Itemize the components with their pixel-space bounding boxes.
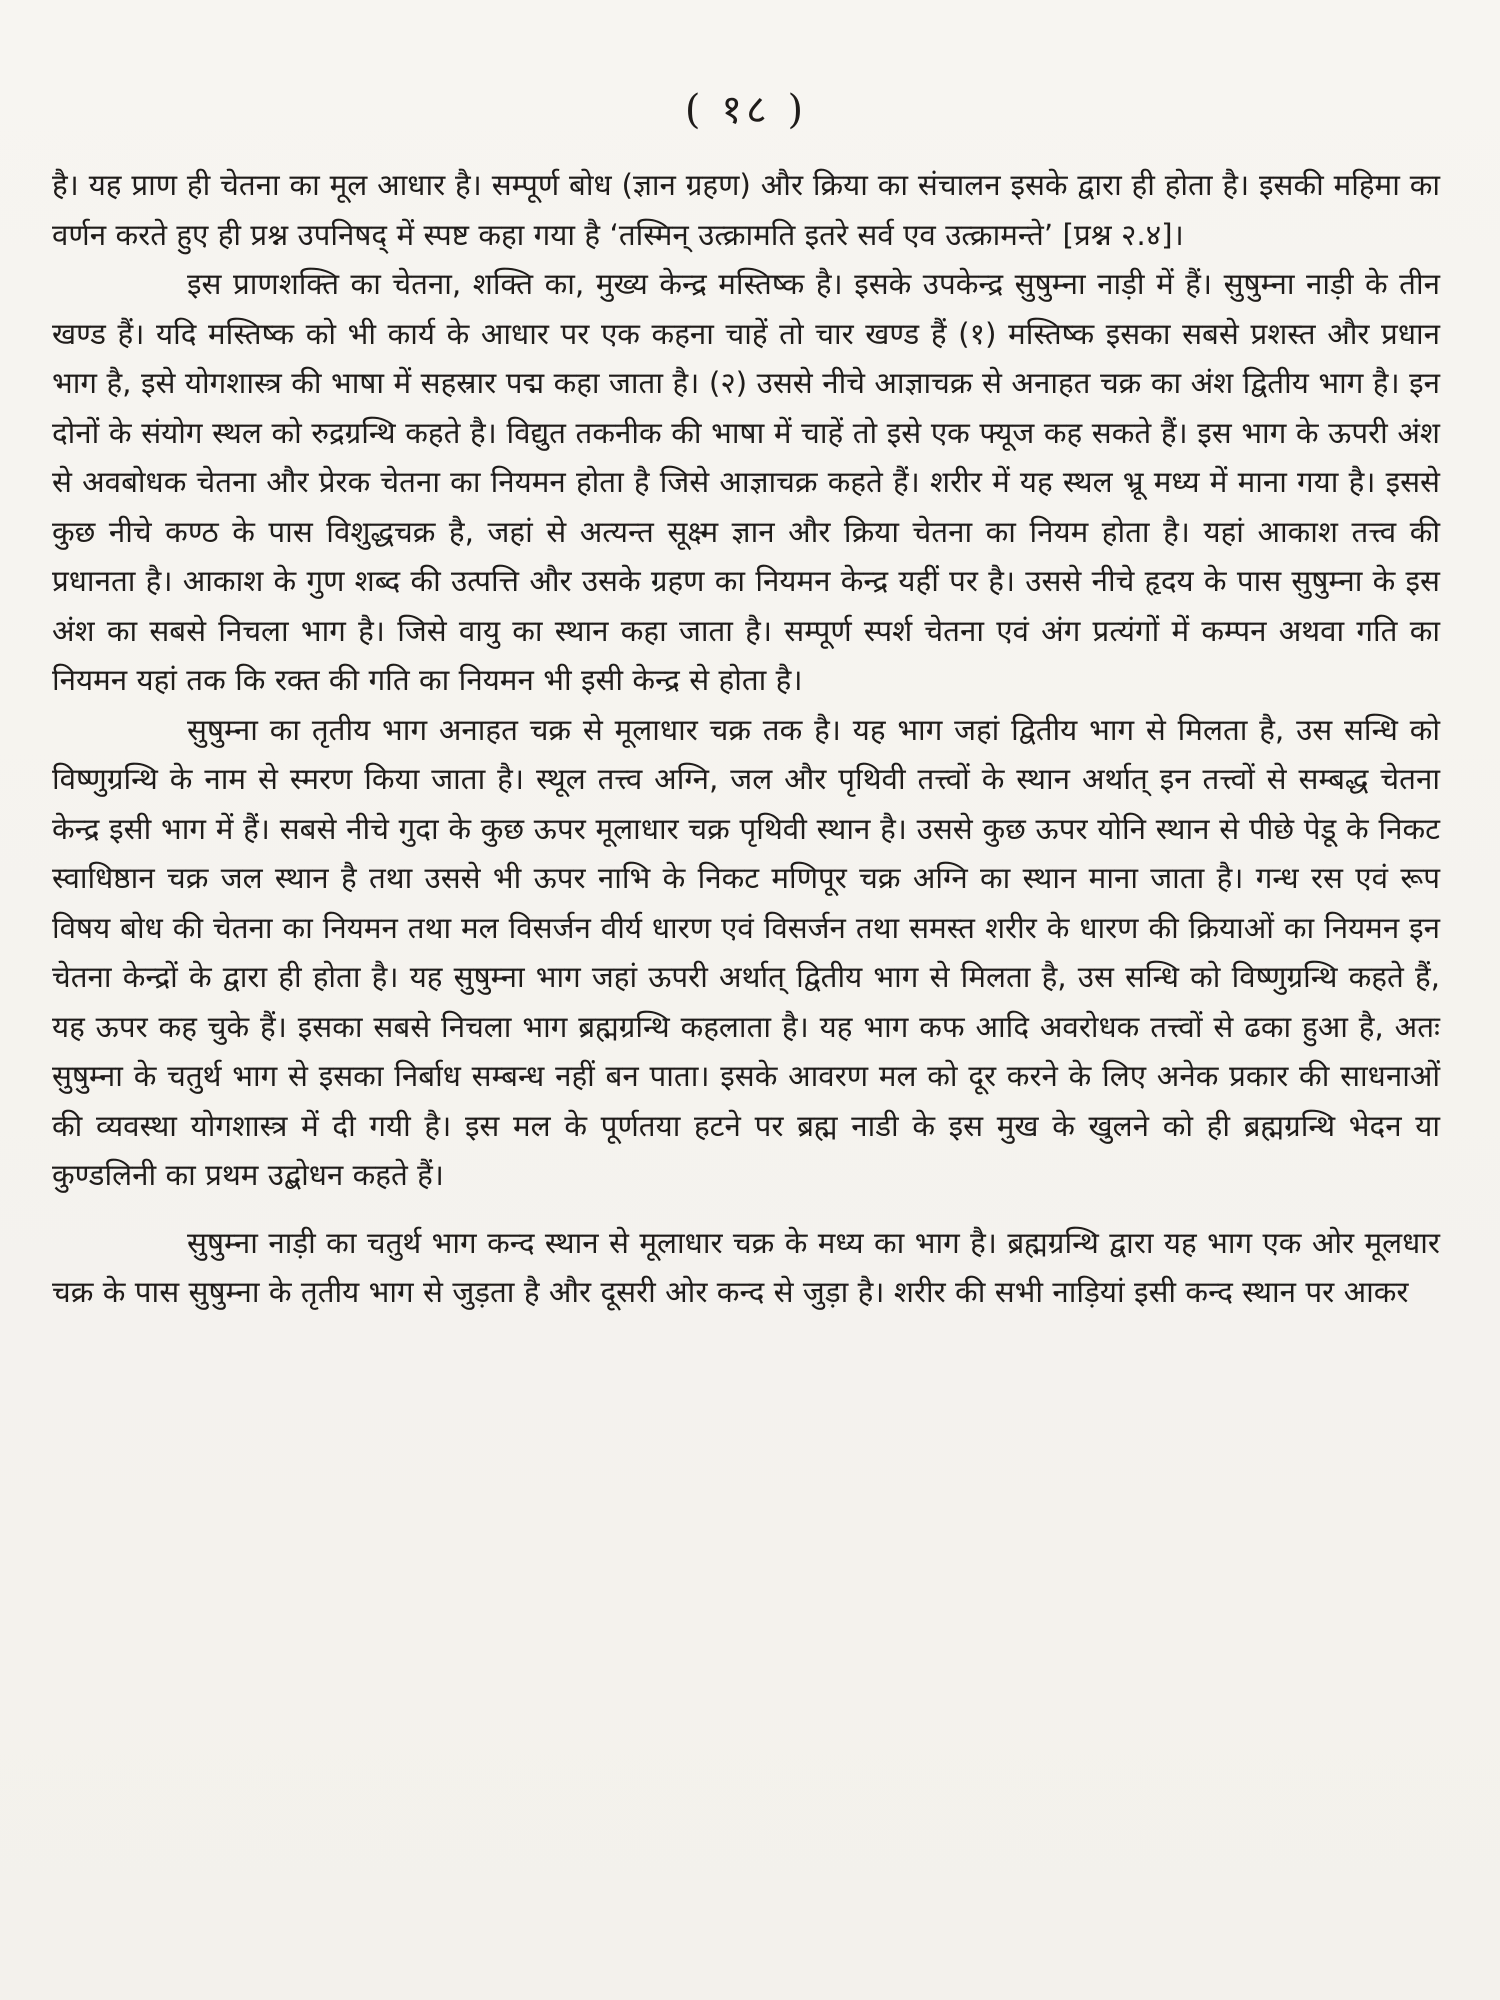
page-number: ( १८ ) (684, 87, 808, 133)
body-text (52, 161, 1440, 1318)
paragraph-1: है। यह प्राण ही चेतना का मूल आधार है। सम्पूर्ण बोध (ज्ञान ग्रहण) और क्रिया का संचालन इसके द्वारा ही होता है। इसकी महिमा का वर्णन करते हुए ही प्रश्न उपनिषद् में स्पष्ट कहा गया है ‘तस्मिन् उत्क्रामति इतरे सर्व एव उत्क्रामन्ते’ [प्रश्न २.४]। (52, 168, 1440, 252)
paragraph-2: इस प्राणशक्ति का चेतना, शक्ति का, मुख्य केन्द्र मस्तिष्क है। इसके उपकेन्द्र सुषुम्ना नाड़ी में हैं। सुषुम्ना नाड़ी के तीन खण्ड हैं। यदि मस्तिष्क को भी कार्य के आधार पर एक कहना चाहें तो चार खण्ड हैं (१) मस्तिष्क इसका सबसे प्रशस्त और प्रधान भाग है, इसे योगशास्त्र की भाषा में सहस्रार पद्म कहा जाता है। (२) उससे नीचे आज्ञाचक्र से अनाहत चक्र का अंश द्वितीय भाग है। इन दोनों के संयोग स्थल को रुद्रग्रन्थि कहते है। विद्युत तकनीक की भाषा में चाहें तो इसे एक फ्यूज कह सकते हैं। इस भाग के ऊपरी अंश से अवबोधक चेतना और प्रेरक चेतना का नियमन होता है जिसे आज्ञाचक्र कहते हैं। शरीर में यह स्थल भ्रू मध्य में माना गया है। इससे कुछ नीचे कण्ठ के पास विशुद्धचक्र है, जहां से अत्यन्त सूक्ष्म ज्ञान और क्रिया चेतना का नियम होता है। यहां आकाश तत्त्व की प्रधानता है। आकाश के गुण शब्द की उत्पत्ति और उसके ग्रहण का नियमन केन्द्र यहीं पर है। उससे नीचे हृदय के पास सुषुम्ना के इस अंश का सबसे निचला भाग है। जिसे वायु का स्थान कहा जाता है। सम्पूर्ण स्पर्श चेतना एवं अंग प्रत्यंगों में कम्पन अथवा गति का नियमन यहां तक कि रक्त की गति का नियमन भी इसी केन्द्र से होता है। (52, 267, 1440, 697)
paragraph-3: सुषुम्ना का तृतीय भाग अनाहत चक्र से मूलाधार चक्र तक है। यह भाग जहां द्वितीय भाग से मिलता है, उस सन्धि को विष्णुग्रन्थि के नाम से स्मरण किया जाता है। स्थूल तत्त्व अग्नि, जल और पृथिवी तत्त्वों के स्थान अर्थात् इन तत्त्वों से सम्बद्ध चेतना केन्द्र इसी भाग में हैं। सबसे नीचे गुदा के कुछ ऊपर मूलाधार चक्र पृथिवी स्थान है। उससे कुछ ऊपर योनि स्थान से पीछे पेडू के निकट स्वाधिष्ठान चक्र जल स्थान है तथा उससे भी ऊपर नाभि के निकट मणिपूर चक्र अग्नि का स्थान माना जाता है। गन्ध रस एवं रूप विषय बोध की चेतना का नियमन तथा मल विसर्जन वीर्य धारण एवं विसर्जन तथा समस्त शरीर के धारण की क्रियाओं का नियमन इन चेतना केन्द्रों के द्वारा ही होता है। यह सुषुम्ना भाग जहां ऊपरी अर्थात् द्वितीय भाग से मिलता है, उस सन्धि को विष्णुग्रन्थि कहते हैं, यह ऊपर कह चुके हैं। इसका सबसे निचला भाग ब्रह्मग्रन्थि कहलाता है। यह भाग कफ आदि अवरोधक तत्त्वों से ढका हुआ है, अतः सुषुम्ना के चतुर्थ भाग से इसका निर्बाध सम्बन्ध नहीं बन पाता। इसके आवरण मल को दूर करने के लिए अनेक प्रकार की साधनाओं की व्यवस्था योगशास्त्र में दी गयी है। इस मल के पूर्णतया हटने पर ब्रह्म नाडी के इस मुख के खुलने को ही ब्रह्मग्रन्थि भेदन या कुण्डलिनी का प्रथम उद्बोधन कहते हैं। (52, 712, 1441, 1192)
paragraph-4: सुषुम्ना नाड़ी का चतुर्थ भाग कन्द स्थान से मूलाधार चक्र के मध्य का भाग है। ब्रह्मग्रन्थि द्वारा यह भाग एक ओर मूलधार चक्र के पास सुषुम्ना के तृतीय भाग से जुड़ता है और दूसरी ओर कन्द से जुड़ा है। शरीर की सभी नाड़ियां इसी कन्द स्थान पर आकर (52, 1225, 1440, 1309)
